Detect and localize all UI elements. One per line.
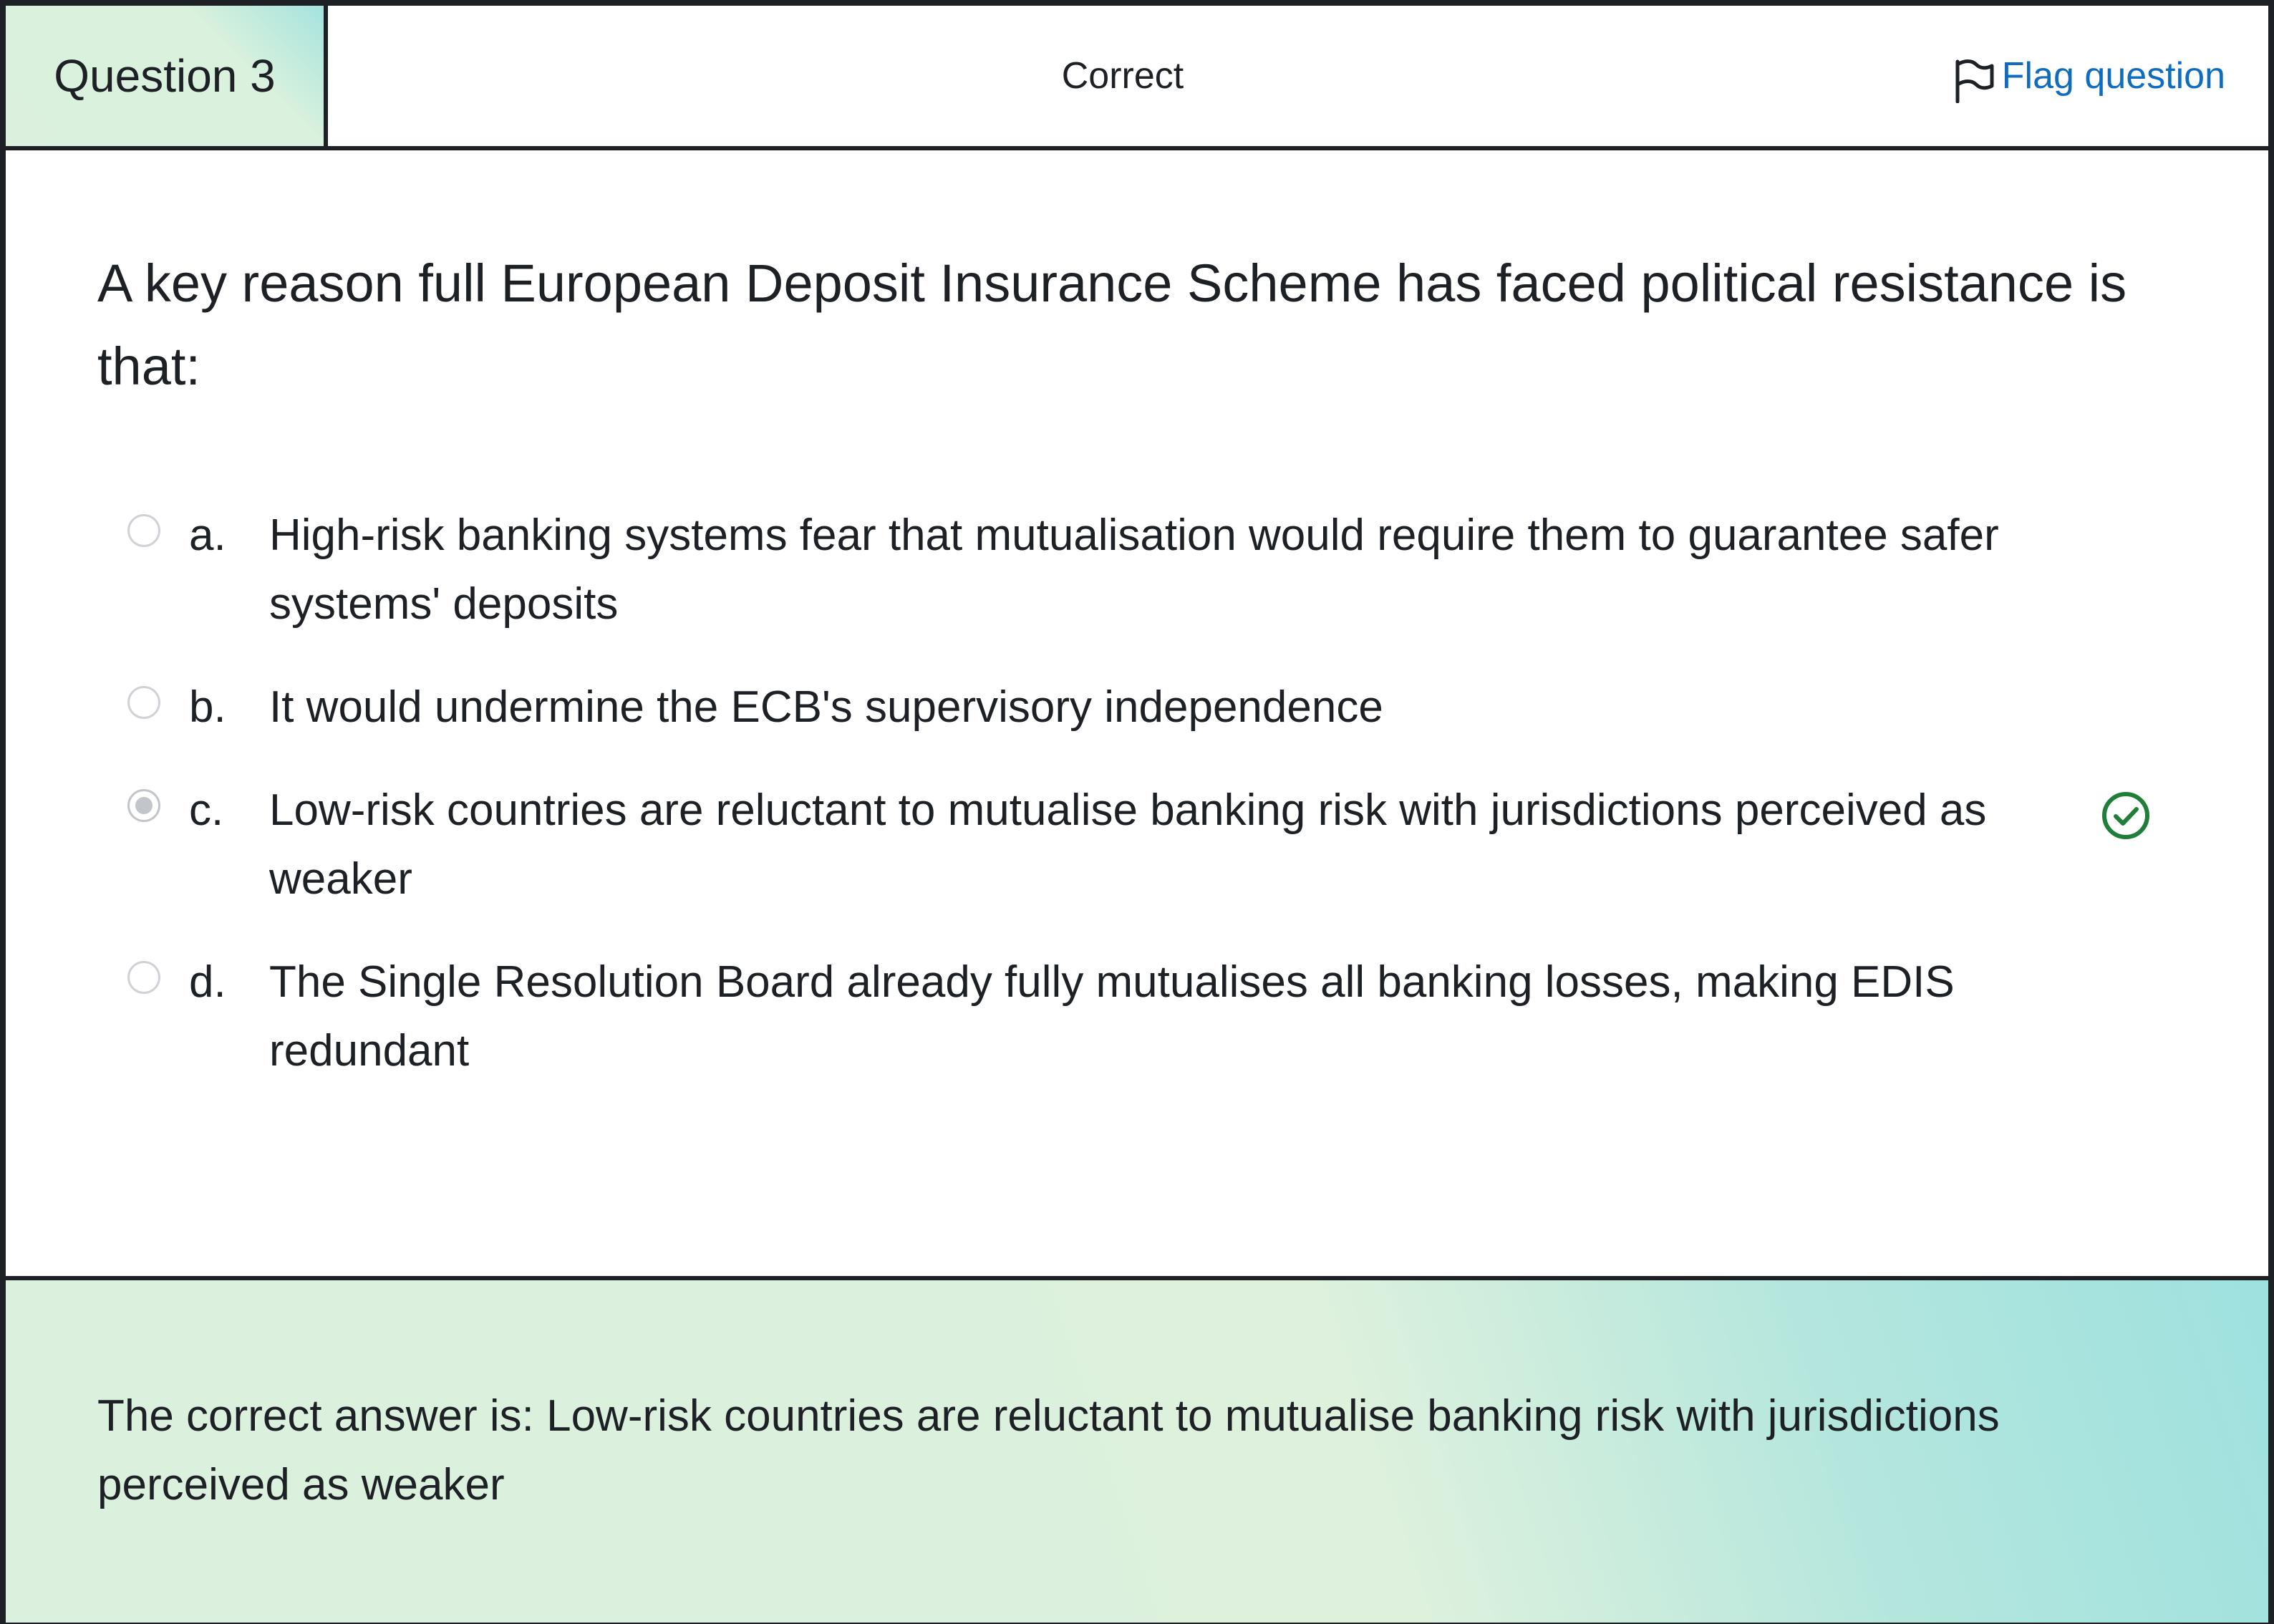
question-state: Correct [1061, 55, 1184, 97]
answer-radio-a[interactable] [127, 514, 160, 547]
answer-letter-a: a. [189, 511, 226, 560]
answer-letter-c: c. [189, 786, 224, 835]
question-number-box [6, 6, 328, 146]
answer-letter-b: b. [189, 682, 226, 732]
feedback-panel [6, 1276, 2268, 1623]
question-number: Question 3 [54, 50, 276, 102]
answer-radio-c[interactable] [127, 789, 160, 822]
flag-icon [1953, 59, 1995, 103]
check-circle-icon [2101, 791, 2151, 841]
answer-text-c[interactable]: Low-risk countries are reluctant to mutualise banking risk with jurisdictions perceived as weaker [269, 786, 1987, 904]
question-content [97, 242, 2174, 408]
answer-radio-b[interactable] [127, 686, 160, 719]
answer-text-a[interactable]: High-risk banking systems fear that mutualisation would require them to guarantee safer systems' deposits [269, 511, 1999, 629]
answer-text-d[interactable]: The Single Resolution Board already fully mutualises all banking losses, making EDIS redundant [269, 957, 1955, 1076]
answer-radio-d[interactable] [127, 961, 160, 994]
answer-text-b[interactable]: It would undermine the ECB's supervisory independence [269, 682, 1383, 732]
flag-question-label[interactable]: Flag question [2001, 55, 2225, 97]
right-answer-text: The correct answer is: Low-risk countries are reluctant to mutualise banking risk with jurisdictions perceived as weaker [97, 1391, 2000, 1509]
question-header [6, 6, 2268, 150]
flag-question-link[interactable] [1953, 6, 2225, 146]
answer-letter-d: d. [189, 957, 226, 1007]
question-text: A key reason full European Deposit Insurance Scheme has faced political resistance is that: [97, 253, 2127, 396]
